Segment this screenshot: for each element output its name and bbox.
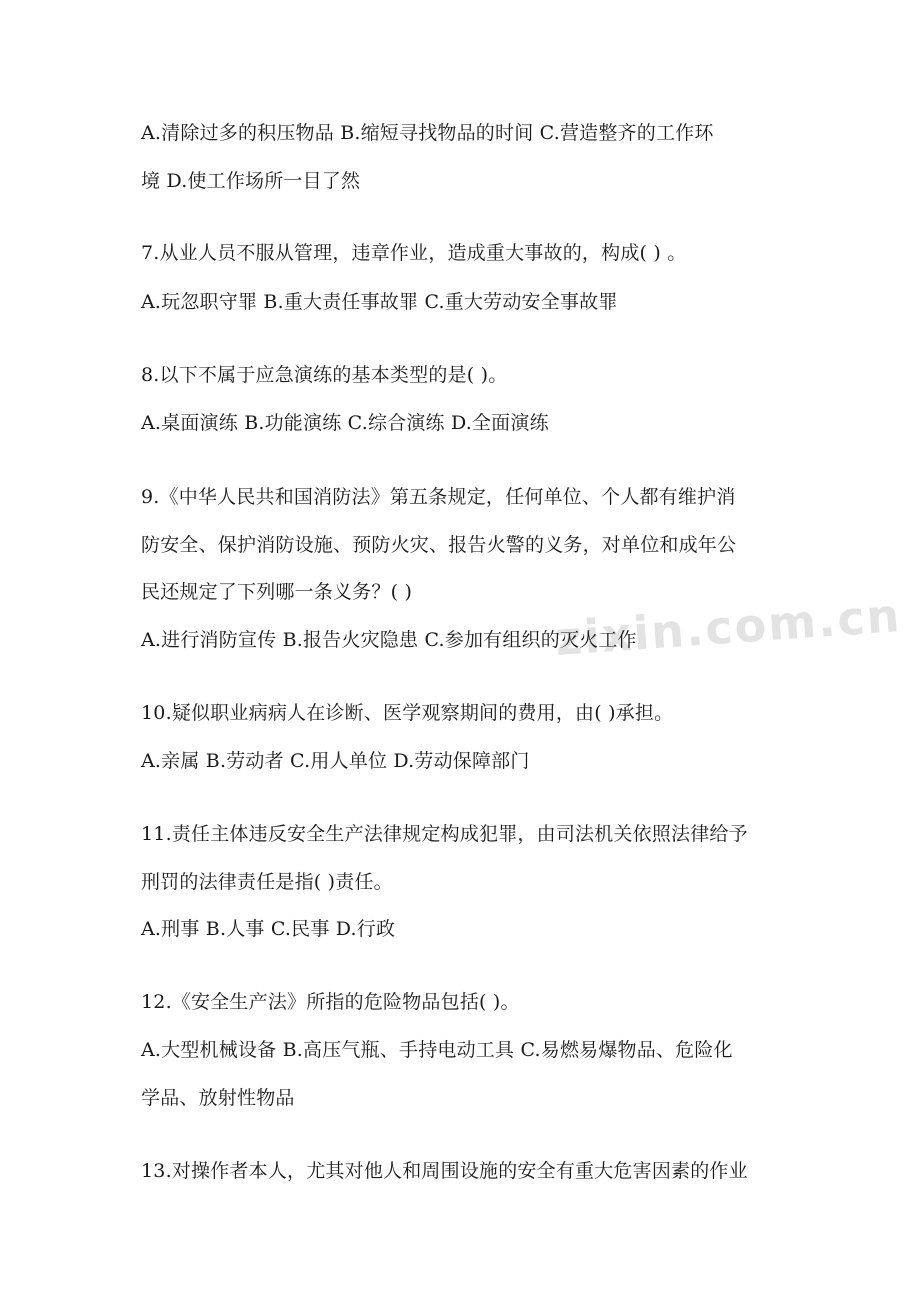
option-line-q6-part2: 境 D.使工作场所一目了然 (141, 170, 361, 192)
options-q7: A.玩忽职守罪 B.重大责任事故罪 C.重大劳动安全事故罪 (141, 291, 618, 313)
options-q12-line2: 学品、放射性物品 (141, 1087, 295, 1109)
question-10: 10.疑似职业病病人在诊断、医学观察期间的费用，由( )承担。 (141, 702, 674, 724)
question-11-line1: 11.责任主体违反安全生产法律规定构成犯罪，由司法机关依照法律给予 (141, 823, 748, 845)
watermark: zixin.com.cn (553, 587, 903, 667)
question-8: 8.以下不属于应急演练的基本类型的是( )。 (141, 364, 508, 386)
options-q9: A.进行消防宣传 B.报告火灾隐患 C.参加有组织的灭火工作 (141, 629, 637, 651)
options-q8: A.桌面演练 B.功能演练 C.综合演练 D.全面演练 (141, 412, 549, 434)
question-9-line2: 防安全、保护消防设施、预防火灾、报告火警的义务，对单位和成年公 (141, 534, 737, 556)
question-13-line1: 13.对操作者本人，尤其对他人和周围设施的安全有重大危害因素的作业 (141, 1160, 748, 1182)
question-11-line2: 刑罚的法律责任是指( )责任。 (141, 871, 393, 893)
question-7: 7.从业人员不服从管理，违章作业，造成重大事故的，构成( ) 。 (141, 242, 687, 264)
options-q10: A.亲属 B.劳动者 C.用人单位 D.劳动保障部门 (141, 750, 530, 772)
options-q11: A.刑事 B.人事 C.民事 D.行政 (141, 918, 396, 940)
options-q12-line1: A.大型机械设备 B.高压气瓶、手持电动工具 C.易燃易爆物品、危险化 (141, 1039, 733, 1061)
option-line-q6-part1: A.清除过多的积压物品 B.缩短寻找物品的时间 C.营造整齐的工作环 (141, 122, 714, 144)
question-9-line3: 民还规定了下列哪一条义务？( ) (141, 581, 413, 603)
question-12: 12.《安全生产法》所指的危险物品包括( )。 (141, 991, 520, 1013)
question-9-line1: 9.《中华人民共和国消防法》第五条规定，任何单位、个人都有维护消 (141, 486, 736, 508)
